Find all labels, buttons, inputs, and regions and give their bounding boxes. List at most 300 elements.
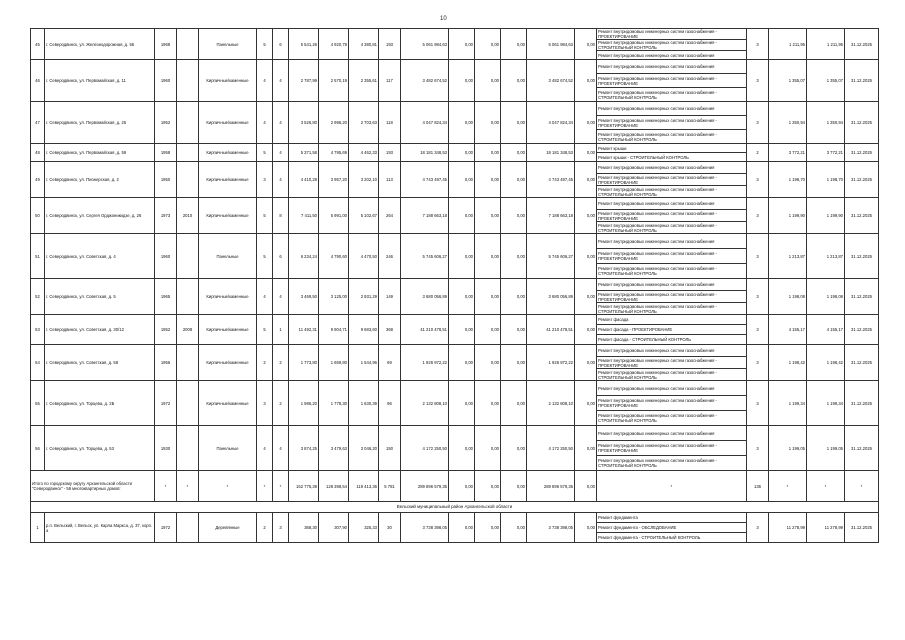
completion-date: 31.12.2025 — [845, 29, 879, 60]
year-built: 1930 — [155, 426, 177, 471]
cost-owners: 18 181 348,53 — [527, 144, 575, 162]
work-type: Ремонт внутридомовых инженерных систем газоснабжения - СТРОИТЕЛЬНЫЙ КОНТРОЛЬ — [597, 456, 747, 471]
year-reconstructed — [177, 381, 199, 426]
year-reconstructed — [177, 102, 199, 144]
cost-local: 0,00 — [501, 426, 527, 471]
cost-local: 0,00 — [501, 29, 527, 60]
cost-other: 0,00 — [575, 513, 597, 543]
work-type: Ремонт фасада — [597, 315, 747, 325]
limit-cost: 1 199,34 — [807, 381, 845, 426]
total-label: Итого по городскому округу Архангельской области "Северодвинск" - 56 многоквартирных домов: — [31, 471, 155, 502]
works-count: 3 — [747, 60, 769, 102]
work-type: Ремонт внутридомовых инженерных систем газоснабжения - СТРОИТЕЛЬНЫЙ КОНТРОЛЬ — [597, 40, 747, 51]
row-number: 56 — [31, 426, 45, 471]
limit-cost: 3 772,21 — [807, 144, 845, 162]
cost-regional: 0,00 — [475, 60, 501, 102]
work-type: Ремонт внутридомовых инженерных систем газоснабжения - ПРОЕКТИРОВАНИЕ — [597, 291, 747, 303]
entrances: 2 — [273, 381, 289, 426]
cost-regional: 0,00 — [475, 426, 501, 471]
unit-cost: 1 213,87 — [769, 234, 807, 279]
wall-material: Кирпичные/каменные — [199, 345, 257, 381]
year-built: 1958 — [155, 144, 177, 162]
address: г. Северодвинск, ул. Пионерская, д. 2 — [45, 162, 155, 198]
cost-regional: 0,00 — [475, 198, 501, 234]
cost-total: 4 743 497,45 — [401, 162, 449, 198]
row-number: 49 — [31, 162, 45, 198]
total-a1: 152 775,39 — [289, 471, 319, 502]
limit-cost: 1 211,95 — [807, 29, 845, 60]
table-row — [31, 102, 879, 116]
completion-date: 31.12.2025 — [845, 162, 879, 198]
cost-owners: 7 188 663,18 — [527, 198, 575, 234]
year-built: 1973 — [155, 198, 177, 234]
work-type: Ремонт внутридомовых инженерных систем газоснабжения — [597, 51, 747, 60]
completion-date: 31.12.2025 — [845, 345, 879, 381]
wall-material: Деревянные — [199, 513, 257, 543]
row-number: 47 — [31, 102, 45, 144]
work-type: Ремонт фундамента - СТРОИТЕЛЬНЫЙ КОНТРОЛЬ — [597, 533, 747, 543]
works-count: 3 — [747, 381, 769, 426]
residents: 96 — [379, 381, 401, 426]
residents: 246 — [379, 234, 401, 279]
completion-date: 31.12.2025 — [845, 60, 879, 102]
work-type: Ремонт внутридомовых инженерных систем газоснабжения - СТРОИТЕЛЬНЫЙ КОНТРОЛЬ — [597, 130, 747, 144]
entrances: 6 — [273, 234, 289, 279]
residents: 368 — [379, 315, 401, 345]
cost-owners: 1 926 972,22 — [527, 345, 575, 381]
total-area: 2 787,99 — [289, 60, 319, 102]
cost-federal: 0,00 — [449, 29, 475, 60]
row-number: 52 — [31, 279, 45, 315]
total-a2: 128 398,54 — [319, 471, 349, 502]
limit-cost: 1 355,07 — [807, 60, 845, 102]
cost-local: 0,00 — [501, 144, 527, 162]
year-reconstructed — [177, 144, 199, 162]
cost-local: 0,00 — [501, 513, 527, 543]
works-count: 3 — [747, 315, 769, 345]
floors: 4 — [257, 102, 273, 144]
unit-cost: 1 198,70 — [769, 162, 807, 198]
total-a3: 119 413,36 — [349, 471, 379, 502]
total-star: * — [597, 471, 747, 502]
cost-federal: 0,00 — [449, 426, 475, 471]
work-type: Ремонт внутридомовых инженерных систем газоснабжения - ПРОЕКТИРОВАНИЕ — [597, 396, 747, 411]
cost-local: 0,00 — [501, 60, 527, 102]
unit-cost: 1 199,90 — [769, 198, 807, 234]
completion-date: 31.12.2025 — [845, 426, 879, 471]
cost-total: 2 132 808,10 — [401, 381, 449, 426]
cost-local: 0,00 — [501, 162, 527, 198]
cost-owners: 2 132 808,10 — [527, 381, 575, 426]
work-type: Ремонт внутридомовых инженерных систем газоснабжения - ПРОЕКТИРОВАНИЕ — [597, 74, 747, 88]
address: г. Северодвинск, ул. Торцева, д. 2Б — [45, 381, 155, 426]
wall-material: Кирпичные/каменные — [199, 279, 257, 315]
premises-area: 1 669,80 — [319, 345, 349, 381]
cost-owners: 5 745 606,27 — [527, 234, 575, 279]
cost-federal: 0,00 — [449, 345, 475, 381]
cost-other: 0,00 — [575, 29, 597, 60]
wall-material: Кирпичные/каменные — [199, 315, 257, 345]
cost-other: 0,00 — [575, 144, 597, 162]
work-type: Ремонт внутридомовых инженерных систем газоснабжения - СТРОИТЕЛЬНЫЙ КОНТРОЛЬ — [597, 303, 747, 315]
address: г. Северодвинск, ул. Советская, д. 4 — [45, 234, 155, 279]
row-number: 53 — [31, 315, 45, 345]
works-count: 3 — [747, 29, 769, 60]
cost-regional: 0,00 — [475, 29, 501, 60]
premises-area: 4 920,78 — [319, 29, 349, 60]
work-type: Ремонт внутридомовых инженерных систем газоснабжения - СТРОИТЕЛЬНЫЙ КОНТРОЛЬ — [597, 186, 747, 198]
program-table-sheet — [30, 28, 876, 543]
total-works-count: 136 — [747, 471, 769, 502]
work-type: Ремонт внутридомовых инженерных систем газоснабжения — [597, 198, 747, 210]
unit-cost: 1 350,94 — [769, 102, 807, 144]
year-built: 1972 — [155, 381, 177, 426]
table-row — [31, 60, 879, 74]
year-reconstructed — [177, 60, 199, 102]
work-type: Ремонт внутридомовых инженерных систем газоснабжения - ПРОЕКТИРОВАНИЕ — [597, 249, 747, 264]
residents: 193 — [379, 29, 401, 60]
cost-total: 5 061 984,63 — [401, 29, 449, 60]
total-star: * — [177, 471, 199, 502]
table-row — [31, 426, 879, 441]
total-star: * — [769, 471, 807, 502]
work-type: Ремонт внутридомовых инженерных систем газоснабжения - СТРОИТЕЛЬНЫЙ КОНТРОЛЬ — [597, 369, 747, 381]
total-c5: 289 896 579,35 — [527, 471, 575, 502]
completion-date: 31.12.2025 — [845, 198, 879, 234]
work-type: Ремонт внутридомовых инженерных систем газоснабжения - ПРОЕКТИРОВАНИЕ — [597, 116, 747, 130]
work-type: Ремонт внутридомовых инженерных систем газоснабжения — [597, 345, 747, 357]
cost-other: 0,00 — [575, 102, 597, 144]
premises-area: 2 570,19 — [319, 60, 349, 102]
cost-total: 1 926 972,22 — [401, 345, 449, 381]
row-number: 1 — [31, 513, 45, 543]
floors: 5 — [257, 234, 273, 279]
residential-area: 3 202,10 — [349, 162, 379, 198]
entrances: 4 — [273, 279, 289, 315]
work-type: Ремонт внутридомовых инженерных систем газоснабжения - СТРОИТЕЛЬНЫЙ КОНТРОЛЬ — [597, 88, 747, 102]
cost-regional: 0,00 — [475, 315, 501, 345]
completion-date: 31.12.2025 — [845, 144, 879, 162]
cost-regional: 0,00 — [475, 234, 501, 279]
residents: 149 — [379, 279, 401, 315]
total-row — [31, 471, 879, 502]
cost-total: 41 210 478,51 — [401, 315, 449, 345]
limit-cost: 4 155,17 — [807, 315, 845, 345]
residential-area: 5 102,67 — [349, 198, 379, 234]
total-star: * — [273, 471, 289, 502]
total-c1: 289 896 579,35 — [401, 471, 449, 502]
cost-local: 0,00 — [501, 315, 527, 345]
total-area: 11 492,31 — [289, 315, 319, 345]
work-type: Ремонт внутридомовых инженерных систем газоснабжения — [597, 234, 747, 249]
entrances: 4 — [273, 144, 289, 162]
year-reconstructed — [177, 345, 199, 381]
table-row — [31, 198, 879, 210]
cost-federal: 0,00 — [449, 144, 475, 162]
year-reconstructed — [177, 234, 199, 279]
residents: 113 — [379, 162, 401, 198]
total-area: 7 411,50 — [289, 198, 319, 234]
premises-area: 5 991,00 — [319, 198, 349, 234]
floors: 4 — [257, 279, 273, 315]
year-reconstructed — [177, 29, 199, 60]
cost-other: 0,00 — [575, 381, 597, 426]
row-number: 45 — [31, 29, 45, 60]
premises-area: 1 778,30 — [319, 381, 349, 426]
premises-area: 307,90 — [319, 513, 349, 543]
total-star: * — [845, 471, 879, 502]
entrances: 4 — [273, 426, 289, 471]
limit-cost: 1 198,70 — [807, 162, 845, 198]
limit-cost: 1 198,42 — [807, 345, 845, 381]
year-built: 1960 — [155, 60, 177, 102]
cost-federal: 0,00 — [449, 381, 475, 426]
limit-cost: 1 199,90 — [807, 198, 845, 234]
residential-area: 2 931,29 — [349, 279, 379, 315]
work-type: Ремонт фасада - СТРОИТЕЛЬНЫЙ КОНТРОЛЬ — [597, 335, 747, 345]
address: г. Северодвинск, ул. Первомайская, д. 59 — [45, 144, 155, 162]
residential-area: 4 380,81 — [349, 29, 379, 60]
unit-cost: 1 198,42 — [769, 345, 807, 381]
residents: 264 — [379, 198, 401, 234]
total-area: 368,30 — [289, 513, 319, 543]
year-reconstructed: 2010 — [177, 198, 199, 234]
floors: 4 — [257, 426, 273, 471]
residential-area: 2 355,61 — [349, 60, 379, 102]
cost-local: 0,00 — [501, 234, 527, 279]
wall-material: Кирпичные/каменные — [199, 381, 257, 426]
floors: 5 — [257, 315, 273, 345]
total-c3: 0,00 — [475, 471, 501, 502]
cost-local: 0,00 — [501, 102, 527, 144]
total-star: * — [199, 471, 257, 502]
wall-material: Панельные — [199, 234, 257, 279]
cost-owners: 3 482 674,52 — [527, 60, 575, 102]
works-count: 3 — [747, 162, 769, 198]
total-area: 1 986,20 — [289, 381, 319, 426]
residents: 118 — [379, 102, 401, 144]
cost-local: 0,00 — [501, 279, 527, 315]
residents: 69 — [379, 345, 401, 381]
limit-cost: 1 213,87 — [807, 234, 845, 279]
wall-material: Панельные — [199, 29, 257, 60]
wall-material: Кирпичные/каменные — [199, 60, 257, 102]
cost-total: 18 181 348,53 — [401, 144, 449, 162]
completion-date: 31.12.2025 — [845, 279, 879, 315]
cost-other: 0,00 — [575, 345, 597, 381]
wall-material: Кирпичные/каменные — [199, 144, 257, 162]
total-res: 5 781 — [379, 471, 401, 502]
address: г. Северодвинск, ул. Торцева, д. 53 — [45, 426, 155, 471]
cost-total: 4 047 824,34 — [401, 102, 449, 144]
year-reconstructed — [177, 279, 199, 315]
cost-total: 3 680 056,89 — [401, 279, 449, 315]
total-area: 5 371,58 — [289, 144, 319, 162]
cost-owners: 4 743 497,45 — [527, 162, 575, 198]
year-built: 1952 — [155, 315, 177, 345]
premises-area: 9 904,71 — [319, 315, 349, 345]
wall-material: Кирпичные/каменные — [199, 102, 257, 144]
year-built: 1960 — [155, 234, 177, 279]
residential-area: 2 703,63 — [349, 102, 379, 144]
cost-other: 0,00 — [575, 315, 597, 345]
address: р.п. Вельский, г. Вельск, ул. Карла Маркса, д. 37, корп. а — [45, 513, 155, 543]
work-type: Ремонт внутридомовых инженерных систем газоснабжения - ПРОЕКТИРОВАНИЕ — [597, 29, 747, 40]
works-count: 3 — [747, 234, 769, 279]
floors: 5 — [257, 198, 273, 234]
entrances: 3 — [273, 513, 289, 543]
cost-owners: 5 061 984,63 — [527, 29, 575, 60]
page-number: 10 — [440, 16, 447, 22]
unit-cost: 3 772,21 — [769, 144, 807, 162]
total-area: 1 773,80 — [289, 345, 319, 381]
residential-area: 4 462,33 — [349, 144, 379, 162]
address: г. Северодвинск, ул. Сергея Орджоникидзе, д. 26 — [45, 198, 155, 234]
entrances: 6 — [273, 29, 289, 60]
residential-area: 9 683,60 — [349, 315, 379, 345]
limit-cost: 11 278,99 — [807, 513, 845, 543]
year-reconstructed — [177, 162, 199, 198]
year-built: 1965 — [155, 279, 177, 315]
works-count: 3 — [747, 279, 769, 315]
works-count: 3 — [747, 513, 769, 543]
cost-total: 5 745 606,27 — [401, 234, 449, 279]
total-area: 3 874,25 — [289, 426, 319, 471]
row-number: 50 — [31, 198, 45, 234]
cost-owners: 3 680 056,89 — [527, 279, 575, 315]
floors: 2 — [257, 345, 273, 381]
row-number: 51 — [31, 234, 45, 279]
premises-area: 4 790,60 — [319, 234, 349, 279]
wall-material: Кирпичные/каменные — [199, 162, 257, 198]
floors: 4 — [257, 60, 273, 102]
cost-regional: 0,00 — [475, 162, 501, 198]
cost-owners: 4 172 250,50 — [527, 426, 575, 471]
year-reconstructed — [177, 513, 199, 543]
residents: 117 — [379, 60, 401, 102]
row-number: 55 — [31, 381, 45, 426]
table-row — [31, 162, 879, 174]
unit-cost: 1 199,05 — [769, 426, 807, 471]
entrances: 4 — [273, 102, 289, 144]
work-type: Ремонт крыши — [597, 144, 747, 153]
table-row — [31, 513, 879, 523]
total-area: 5 541,26 — [289, 29, 319, 60]
section-title: Вельский муниципальный район Архангельской области — [31, 502, 879, 513]
works-count: 3 — [747, 426, 769, 471]
residents: 30 — [379, 513, 401, 543]
cost-total: 3 482 674,52 — [401, 60, 449, 102]
cost-local: 0,00 — [501, 198, 527, 234]
cost-other: 0,00 — [575, 279, 597, 315]
work-type: Ремонт внутридомовых инженерных систем газоснабжения - СТРОИТЕЛЬНЫЙ КОНТРОЛЬ — [597, 411, 747, 426]
floors: 5 — [257, 29, 273, 60]
total-c4: 0,00 — [501, 471, 527, 502]
table-row — [31, 144, 879, 153]
work-type: Ремонт внутридомовых инженерных систем газоснабжения — [597, 60, 747, 74]
residential-area: 325,33 — [349, 513, 379, 543]
cost-total: 4 172 250,50 — [401, 426, 449, 471]
work-type: Ремонт внутридомовых инженерных систем газоснабжения - ПРОЕКТИРОВАНИЕ — [597, 441, 747, 456]
table-row — [31, 345, 879, 357]
residential-area: 4 470,50 — [349, 234, 379, 279]
total-star: * — [807, 471, 845, 502]
premises-area: 4 795,69 — [319, 144, 349, 162]
floors: 3 — [257, 162, 273, 198]
cost-local: 0,00 — [501, 345, 527, 381]
table-row — [31, 315, 879, 325]
year-built: 1972 — [155, 513, 177, 543]
limit-cost: 1 350,94 — [807, 102, 845, 144]
unit-cost: 11 278,99 — [769, 513, 807, 543]
entrances: 1 — [273, 315, 289, 345]
cost-federal: 0,00 — [449, 315, 475, 345]
cost-regional: 0,00 — [475, 102, 501, 144]
table-row — [31, 381, 879, 396]
unit-cost: 1 199,34 — [769, 381, 807, 426]
program-table — [30, 28, 879, 543]
work-type: Ремонт фасада - ПРОЕКТИРОВАНИЕ — [597, 325, 747, 335]
completion-date: 31.12.2025 — [845, 513, 879, 543]
total-area: 4 410,28 — [289, 162, 319, 198]
row-number: 48 — [31, 144, 45, 162]
total-c2: 0,00 — [449, 471, 475, 502]
premises-area: 3 125,00 — [319, 279, 349, 315]
table-row — [31, 29, 879, 40]
unit-cost: 1 355,07 — [769, 60, 807, 102]
cost-total: 7 188 663,18 — [401, 198, 449, 234]
completion-date: 31.12.2025 — [845, 315, 879, 345]
unit-cost: 4 155,17 — [769, 315, 807, 345]
table-row — [31, 279, 879, 291]
cost-regional: 0,00 — [475, 279, 501, 315]
year-built: 1952 — [155, 102, 177, 144]
premises-area: 2 996,20 — [319, 102, 349, 144]
work-type: Ремонт фундамента - ОБСЛЕДОВАНИЕ — [597, 523, 747, 533]
residential-area: 3 046,20 — [349, 426, 379, 471]
year-reconstructed — [177, 426, 199, 471]
address: г. Северодвинск, ул. Советская, д. 30/12 — [45, 315, 155, 345]
residential-area: 1 544,96 — [349, 345, 379, 381]
works-count: 3 — [747, 345, 769, 381]
works-count: 2 — [747, 144, 769, 162]
works-count: 3 — [747, 198, 769, 234]
floors: 2 — [257, 513, 273, 543]
cost-local: 0,00 — [501, 381, 527, 426]
address: г. Северодвинск, ул. Первомайская, д. 11 — [45, 60, 155, 102]
residents: 150 — [379, 426, 401, 471]
limit-cost: 1 199,05 — [807, 426, 845, 471]
year-built: 1950 — [155, 162, 177, 198]
cost-regional: 0,00 — [475, 345, 501, 381]
wall-material: Панельные — [199, 426, 257, 471]
work-type: Ремонт внутридомовых инженерных систем газоснабжения - ПРОЕКТИРОВАНИЕ — [597, 210, 747, 222]
work-type: Ремонт внутридомовых инженерных систем газоснабжения - СТРОИТЕЛЬНЫЙ КОНТРОЛЬ — [597, 264, 747, 279]
year-reconstructed: 2008 — [177, 315, 199, 345]
cost-regional: 0,00 — [475, 144, 501, 162]
total-star: * — [155, 471, 177, 502]
cost-federal: 0,00 — [449, 162, 475, 198]
total-area: 6 234,24 — [289, 234, 319, 279]
address: г. Северодвинск, ул. Железнодорожная, д. 56 — [45, 29, 155, 60]
address: г. Северодвинск, ул. Советская, д. 5 — [45, 279, 155, 315]
premises-area: 3 479,63 — [319, 426, 349, 471]
completion-date: 31.12.2025 — [845, 234, 879, 279]
cost-owners: 41 210 478,51 — [527, 315, 575, 345]
cost-regional: 0,00 — [475, 513, 501, 543]
address: г. Северодвинск, ул. Первомайская, д. 25 — [45, 102, 155, 144]
unit-cost: 1 211,95 — [769, 29, 807, 60]
